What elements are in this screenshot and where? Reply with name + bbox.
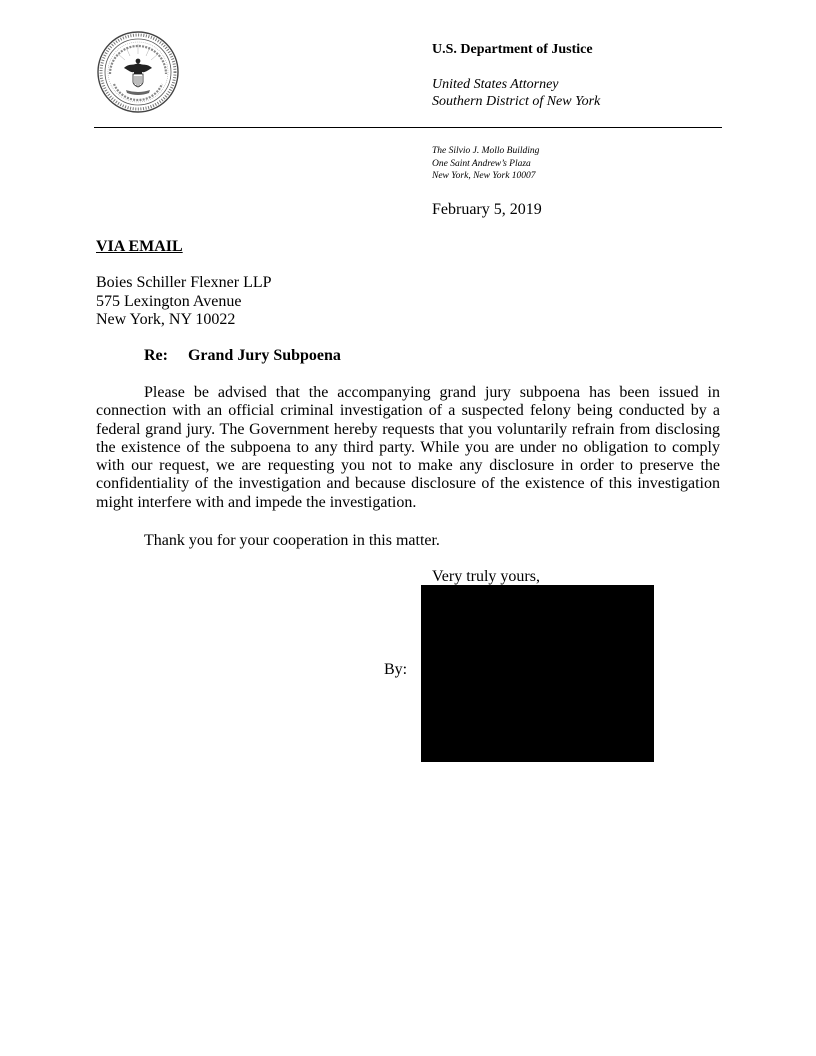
office-line-2: Southern District of New York [432,94,601,109]
recipient-line-3: New York, NY 10022 [96,311,236,328]
subject-text: Grand Jury Subpoena [187,347,341,364]
delivery-method: VIA EMAIL [96,238,183,255]
letter-body: Please be advised that the accompanying grand jury subpoena has been issued in connection with an official criminal investigation of a suspected felony being conducted by a federal grand jury. The Government hereby requests that you voluntarily refrain from disclosing the existence of the subpoena to any third party. While you are under no obligation to comply with our request, we are requesting you not to make any disclosure in order to preserve the confidentiality of the investigation and because disclosure of the existence of this investigation might interfere with and impede the investigation. [96,384,720,511]
header-divider [94,127,722,128]
office-address [432,145,539,183]
subject-line [144,347,341,365]
subject-label: Re: [144,347,168,364]
signature-redaction [421,585,654,762]
recipient-line-1: Boies Schiller Flexner LLP [96,274,272,291]
address-line-1: The Silvio J. Mollo Building [432,146,540,156]
address-line-3: New York, New York 10007 [432,171,536,181]
office-line-1: United States Attorney [432,77,559,92]
recipient-line-2: 575 Lexington Avenue [96,292,242,310]
address-line-2: One Saint Andrew’s Plaza [432,158,531,169]
letter-date: February 5, 2019 [432,201,542,218]
office-name [432,76,600,110]
recipient-address [96,274,272,330]
agency-name: U.S. Department of Justice [432,42,593,57]
signature-by-label: By: [384,661,408,678]
doj-seal-icon [96,30,180,114]
closing-line: Very truly yours, [432,568,540,585]
thanks-line: Thank you for your cooperation in this matter. [144,532,440,549]
